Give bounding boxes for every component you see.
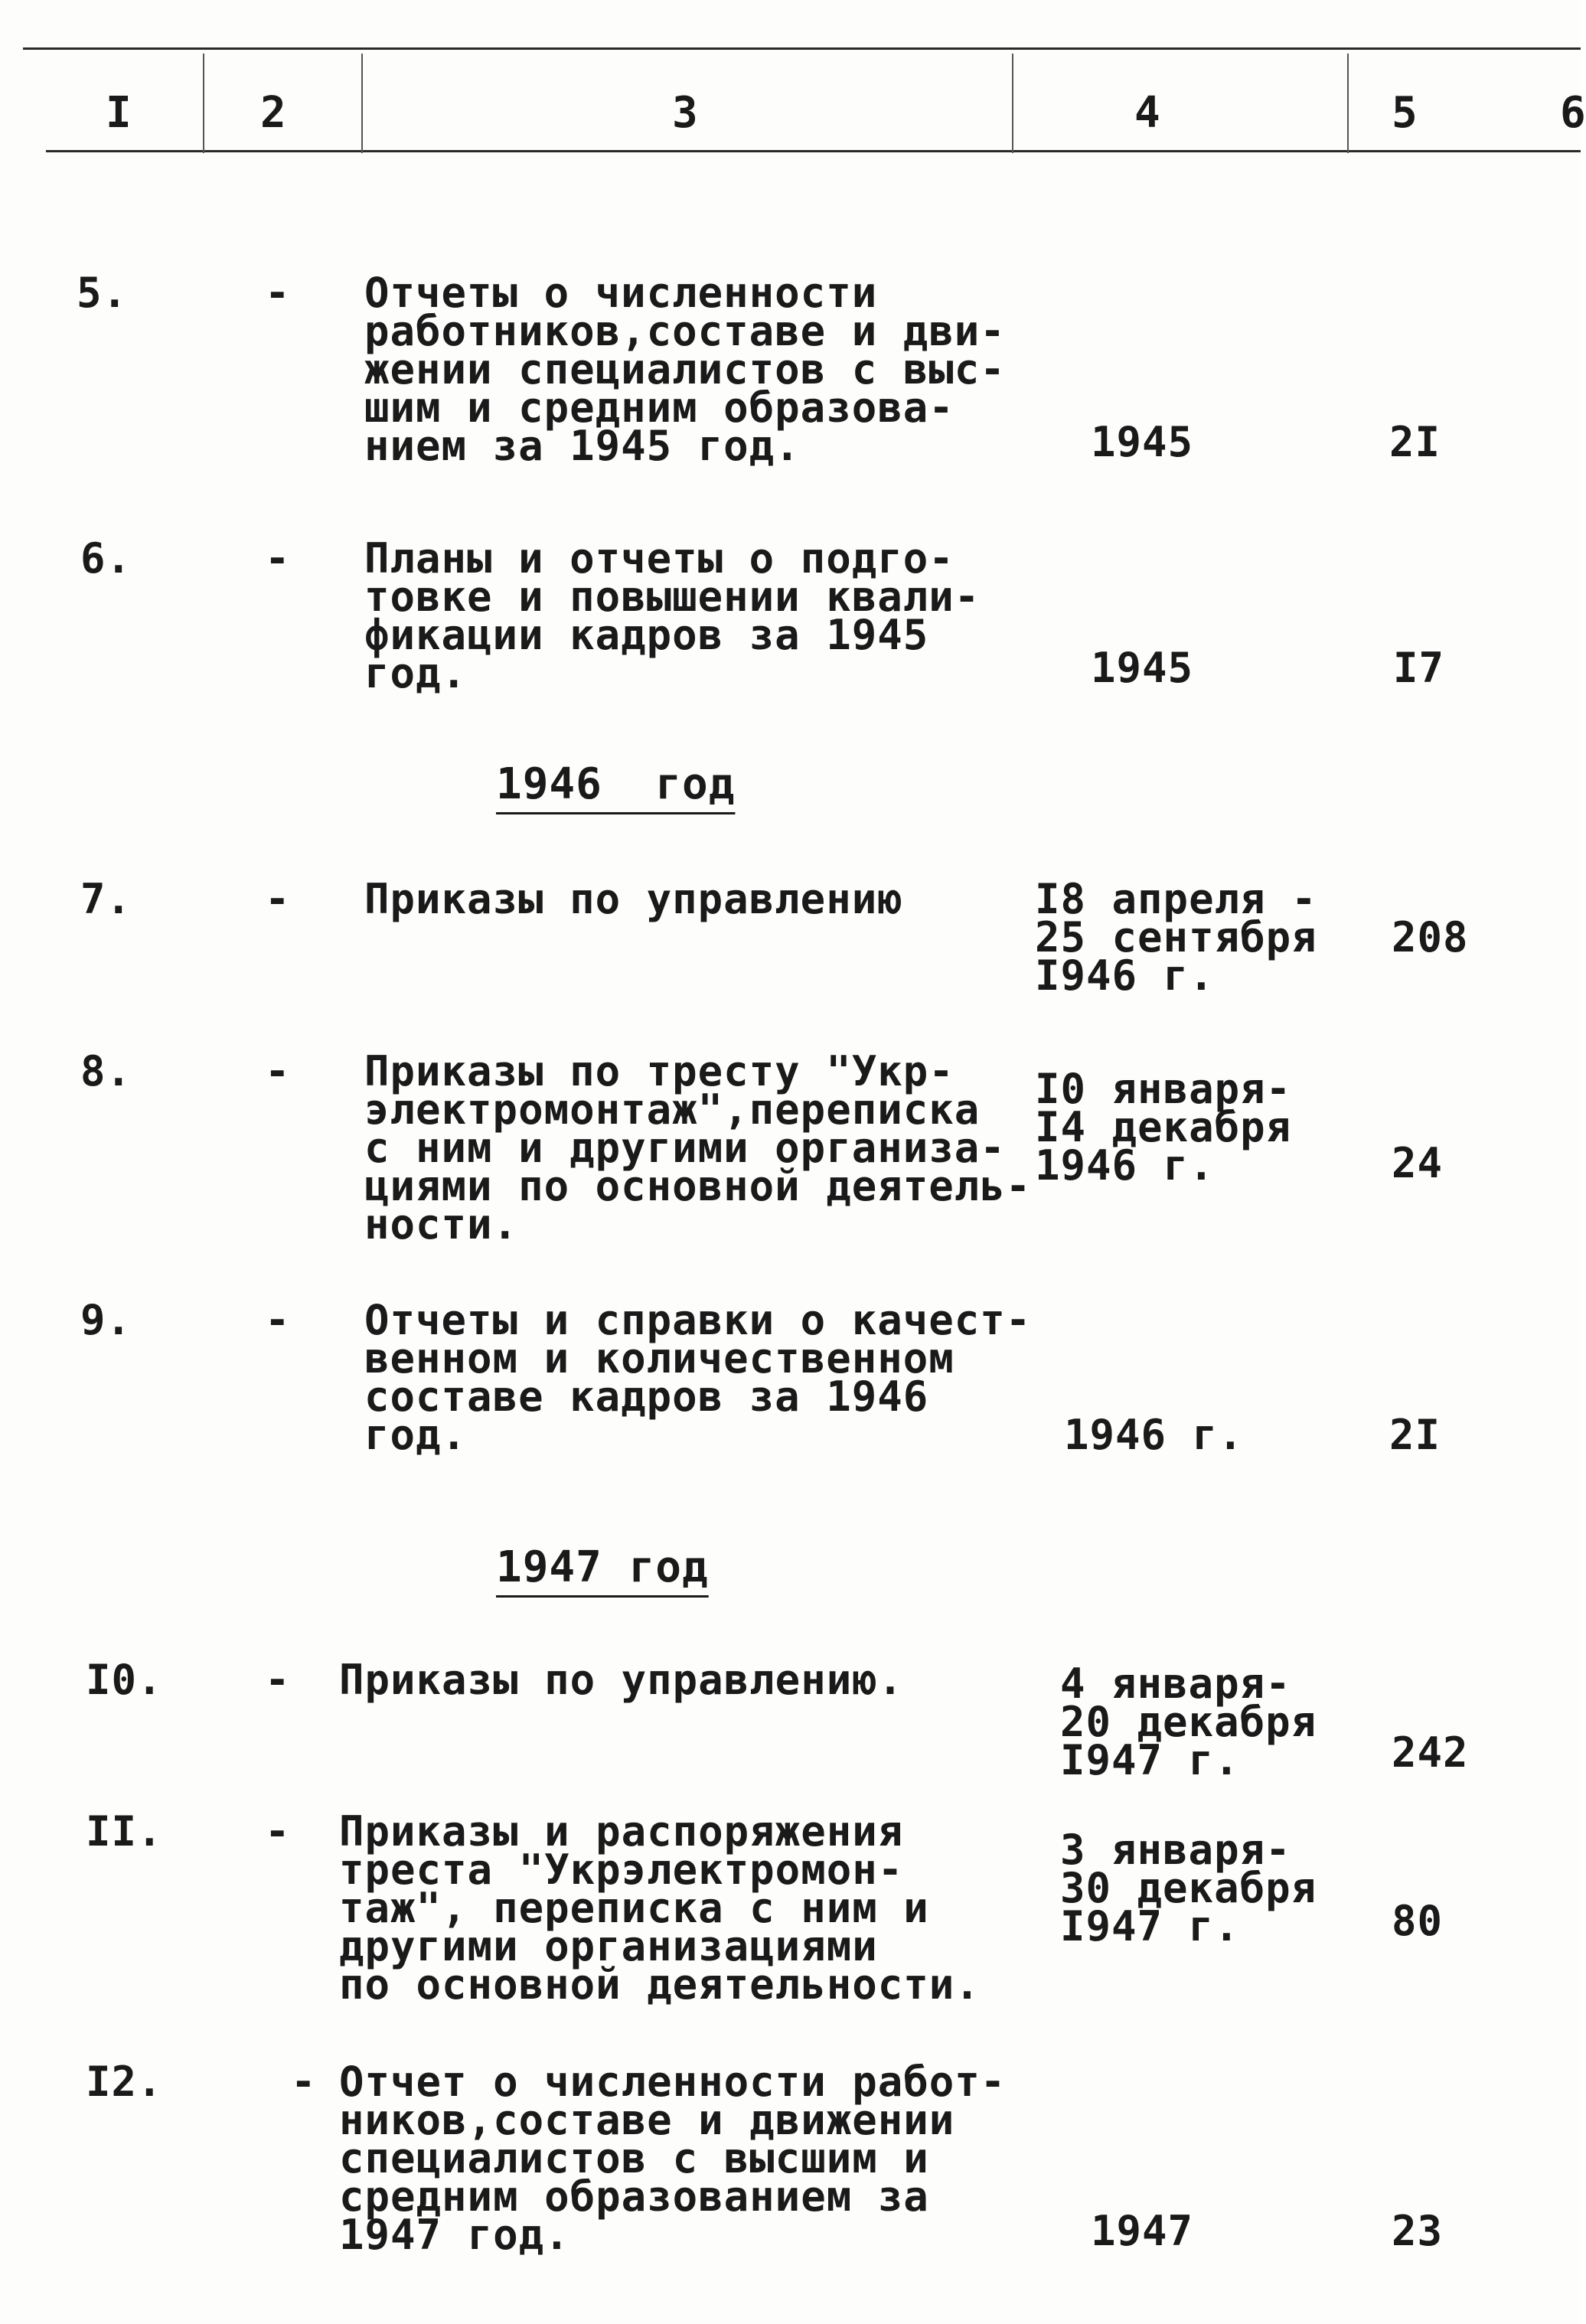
row-number: 7. bbox=[80, 875, 132, 923]
column-divider bbox=[203, 54, 204, 153]
row-count: 80 bbox=[1392, 1897, 1444, 1945]
section-heading-1947: 1947 год bbox=[496, 1542, 709, 1592]
column-header-1: I bbox=[106, 88, 132, 138]
row-count: 2I bbox=[1389, 418, 1441, 466]
row-number: 8. bbox=[80, 1047, 132, 1095]
column-header-3: 3 bbox=[672, 88, 698, 138]
column-divider bbox=[361, 54, 363, 153]
top-rule bbox=[23, 47, 1581, 50]
row-date: I8 апреля - 25 сентября I946 г. bbox=[1035, 875, 1317, 1000]
row-dash: - bbox=[265, 1807, 291, 1856]
row-description: Приказы по управлению bbox=[364, 875, 903, 923]
row-number: I2. bbox=[86, 2058, 163, 2106]
row-description: Планы и отчеты о подго- товке и повышении квали- фикации кадров за 1945 год. bbox=[364, 534, 981, 697]
row-description: Отчеты и справки о качест- венном и количественном составе кадров за 1946 год. bbox=[364, 1296, 1032, 1459]
row-dash: - bbox=[265, 875, 291, 923]
row-count: 208 bbox=[1392, 913, 1469, 961]
row-dash: - bbox=[265, 1047, 291, 1095]
row-dash: - bbox=[265, 269, 291, 317]
row-description: Отчеты о численности работников,составе и дви- жении специалистов с выс- шим и средним образова- нием за 1945 год. bbox=[364, 269, 1006, 470]
row-count: 24 bbox=[1392, 1139, 1444, 1187]
row-description: Приказы и распоряжения треста "Укрэлектромон- таж", переписка с ним и другими организациями по основной деятельности. bbox=[339, 1807, 981, 2009]
row-date: 1945 bbox=[1091, 418, 1194, 466]
section-heading-1946: 1946 год bbox=[496, 759, 736, 809]
column-divider bbox=[1347, 54, 1349, 153]
row-number: 6. bbox=[80, 534, 132, 583]
column-header-6: 6 bbox=[1560, 88, 1586, 138]
row-count: I7 bbox=[1393, 644, 1445, 692]
column-header-4: 4 bbox=[1134, 88, 1160, 138]
column-header-5: 5 bbox=[1392, 88, 1418, 138]
row-number: II. bbox=[86, 1807, 163, 1856]
row-date: 1947 bbox=[1091, 2207, 1194, 2255]
row-dash: - bbox=[265, 534, 291, 583]
row-count: 23 bbox=[1392, 2207, 1444, 2255]
row-count: 242 bbox=[1392, 1728, 1469, 1777]
row-date: I0 января- I4 декабря 1946 г. bbox=[1035, 1065, 1292, 1190]
row-date: 4 января- 20 декабря I947 г. bbox=[1060, 1660, 1317, 1784]
row-dash: - bbox=[291, 2058, 317, 2106]
column-header-2: 2 bbox=[260, 88, 286, 138]
row-description: Приказы по управлению. bbox=[339, 1656, 904, 1704]
row-description: Приказы по тресту "Укр- электромонтаж",переписка с ним и другими организа- циями по основной деятель- ности. bbox=[364, 1047, 1032, 1248]
row-date: 1945 bbox=[1091, 644, 1194, 692]
column-divider bbox=[1012, 54, 1013, 153]
row-number: 5. bbox=[77, 269, 129, 317]
row-dash: - bbox=[265, 1296, 291, 1344]
row-date: 3 января- 30 декабря I947 г. bbox=[1060, 1826, 1317, 1950]
row-dash: - bbox=[265, 1656, 291, 1704]
row-number: I0. bbox=[86, 1656, 163, 1704]
row-number: 9. bbox=[80, 1296, 132, 1344]
row-description: Отчет о численности работ- ников,составе и движении специалистов с высшим и средним образованием за 1947 год. bbox=[339, 2058, 1007, 2259]
row-date: 1946 г. bbox=[1064, 1411, 1244, 1459]
header-bottom-rule bbox=[46, 150, 1581, 152]
row-count: 2I bbox=[1389, 1411, 1441, 1459]
